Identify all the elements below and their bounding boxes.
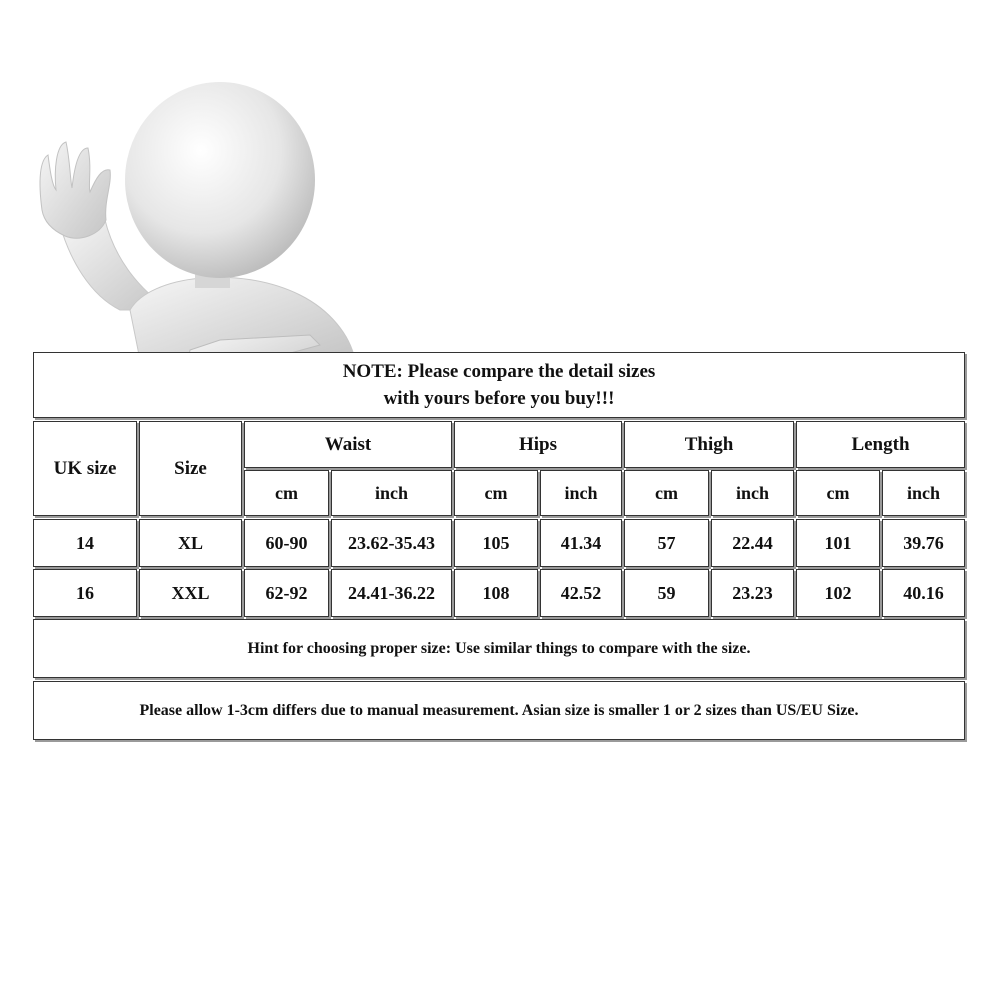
subheader-waist-inch: inch bbox=[331, 470, 452, 516]
row2-waist-cm: 62-92 bbox=[244, 569, 329, 617]
subheader-hips-cm: cm bbox=[454, 470, 538, 516]
row1-uk: 14 bbox=[33, 519, 137, 567]
row2-length-inch: 40.16 bbox=[882, 569, 965, 617]
row1-thigh-cm: 57 bbox=[624, 519, 709, 567]
row2-waist-inch: 24.41-36.22 bbox=[331, 569, 452, 617]
row2-hips-cm: 108 bbox=[454, 569, 538, 617]
row2-uk: 16 bbox=[33, 569, 137, 617]
row2-thigh-cm: 59 bbox=[624, 569, 709, 617]
row2-thigh-inch: 23.23 bbox=[711, 569, 794, 617]
subheader-thigh-cm: cm bbox=[624, 470, 709, 516]
waving-figure-illustration bbox=[20, 60, 380, 400]
subheader-waist-cm: cm bbox=[244, 470, 329, 516]
row2-length-cm: 102 bbox=[796, 569, 880, 617]
subheader-length-inch: inch bbox=[882, 470, 965, 516]
row1-thigh-inch: 22.44 bbox=[711, 519, 794, 567]
measurement-allowance-box: Please allow 1-3cm differs due to manual measurement. Asian size is smaller 1 or 2 sizes than US/EU Size. bbox=[33, 681, 965, 740]
row2-size: XXL bbox=[139, 569, 242, 617]
row1-length-cm: 101 bbox=[796, 519, 880, 567]
header-length: Length bbox=[796, 421, 965, 468]
row2-hips-inch: 42.52 bbox=[540, 569, 622, 617]
row1-length-inch: 39.76 bbox=[882, 519, 965, 567]
row1-size: XL bbox=[139, 519, 242, 567]
subheader-thigh-inch: inch bbox=[711, 470, 794, 516]
header-size: Size bbox=[139, 421, 242, 516]
header-thigh: Thigh bbox=[624, 421, 794, 468]
row1-waist-inch: 23.62-35.43 bbox=[331, 519, 452, 567]
subheader-hips-inch: inch bbox=[540, 470, 622, 516]
note-line-2: with yours before you buy!!! bbox=[383, 388, 615, 409]
header-hips: Hips bbox=[454, 421, 622, 468]
row1-hips-cm: 105 bbox=[454, 519, 538, 567]
header-waist: Waist bbox=[244, 421, 452, 468]
note-line-1: NOTE: Please compare the detail sizes bbox=[342, 361, 656, 382]
header-uk-size: UK size bbox=[33, 421, 137, 516]
note-box bbox=[33, 352, 965, 418]
row1-waist-cm: 60-90 bbox=[244, 519, 329, 567]
subheader-length-cm: cm bbox=[796, 470, 880, 516]
hint-box: Hint for choosing proper size: Use similar things to compare with the size. bbox=[33, 619, 965, 678]
row1-hips-inch: 41.34 bbox=[540, 519, 622, 567]
